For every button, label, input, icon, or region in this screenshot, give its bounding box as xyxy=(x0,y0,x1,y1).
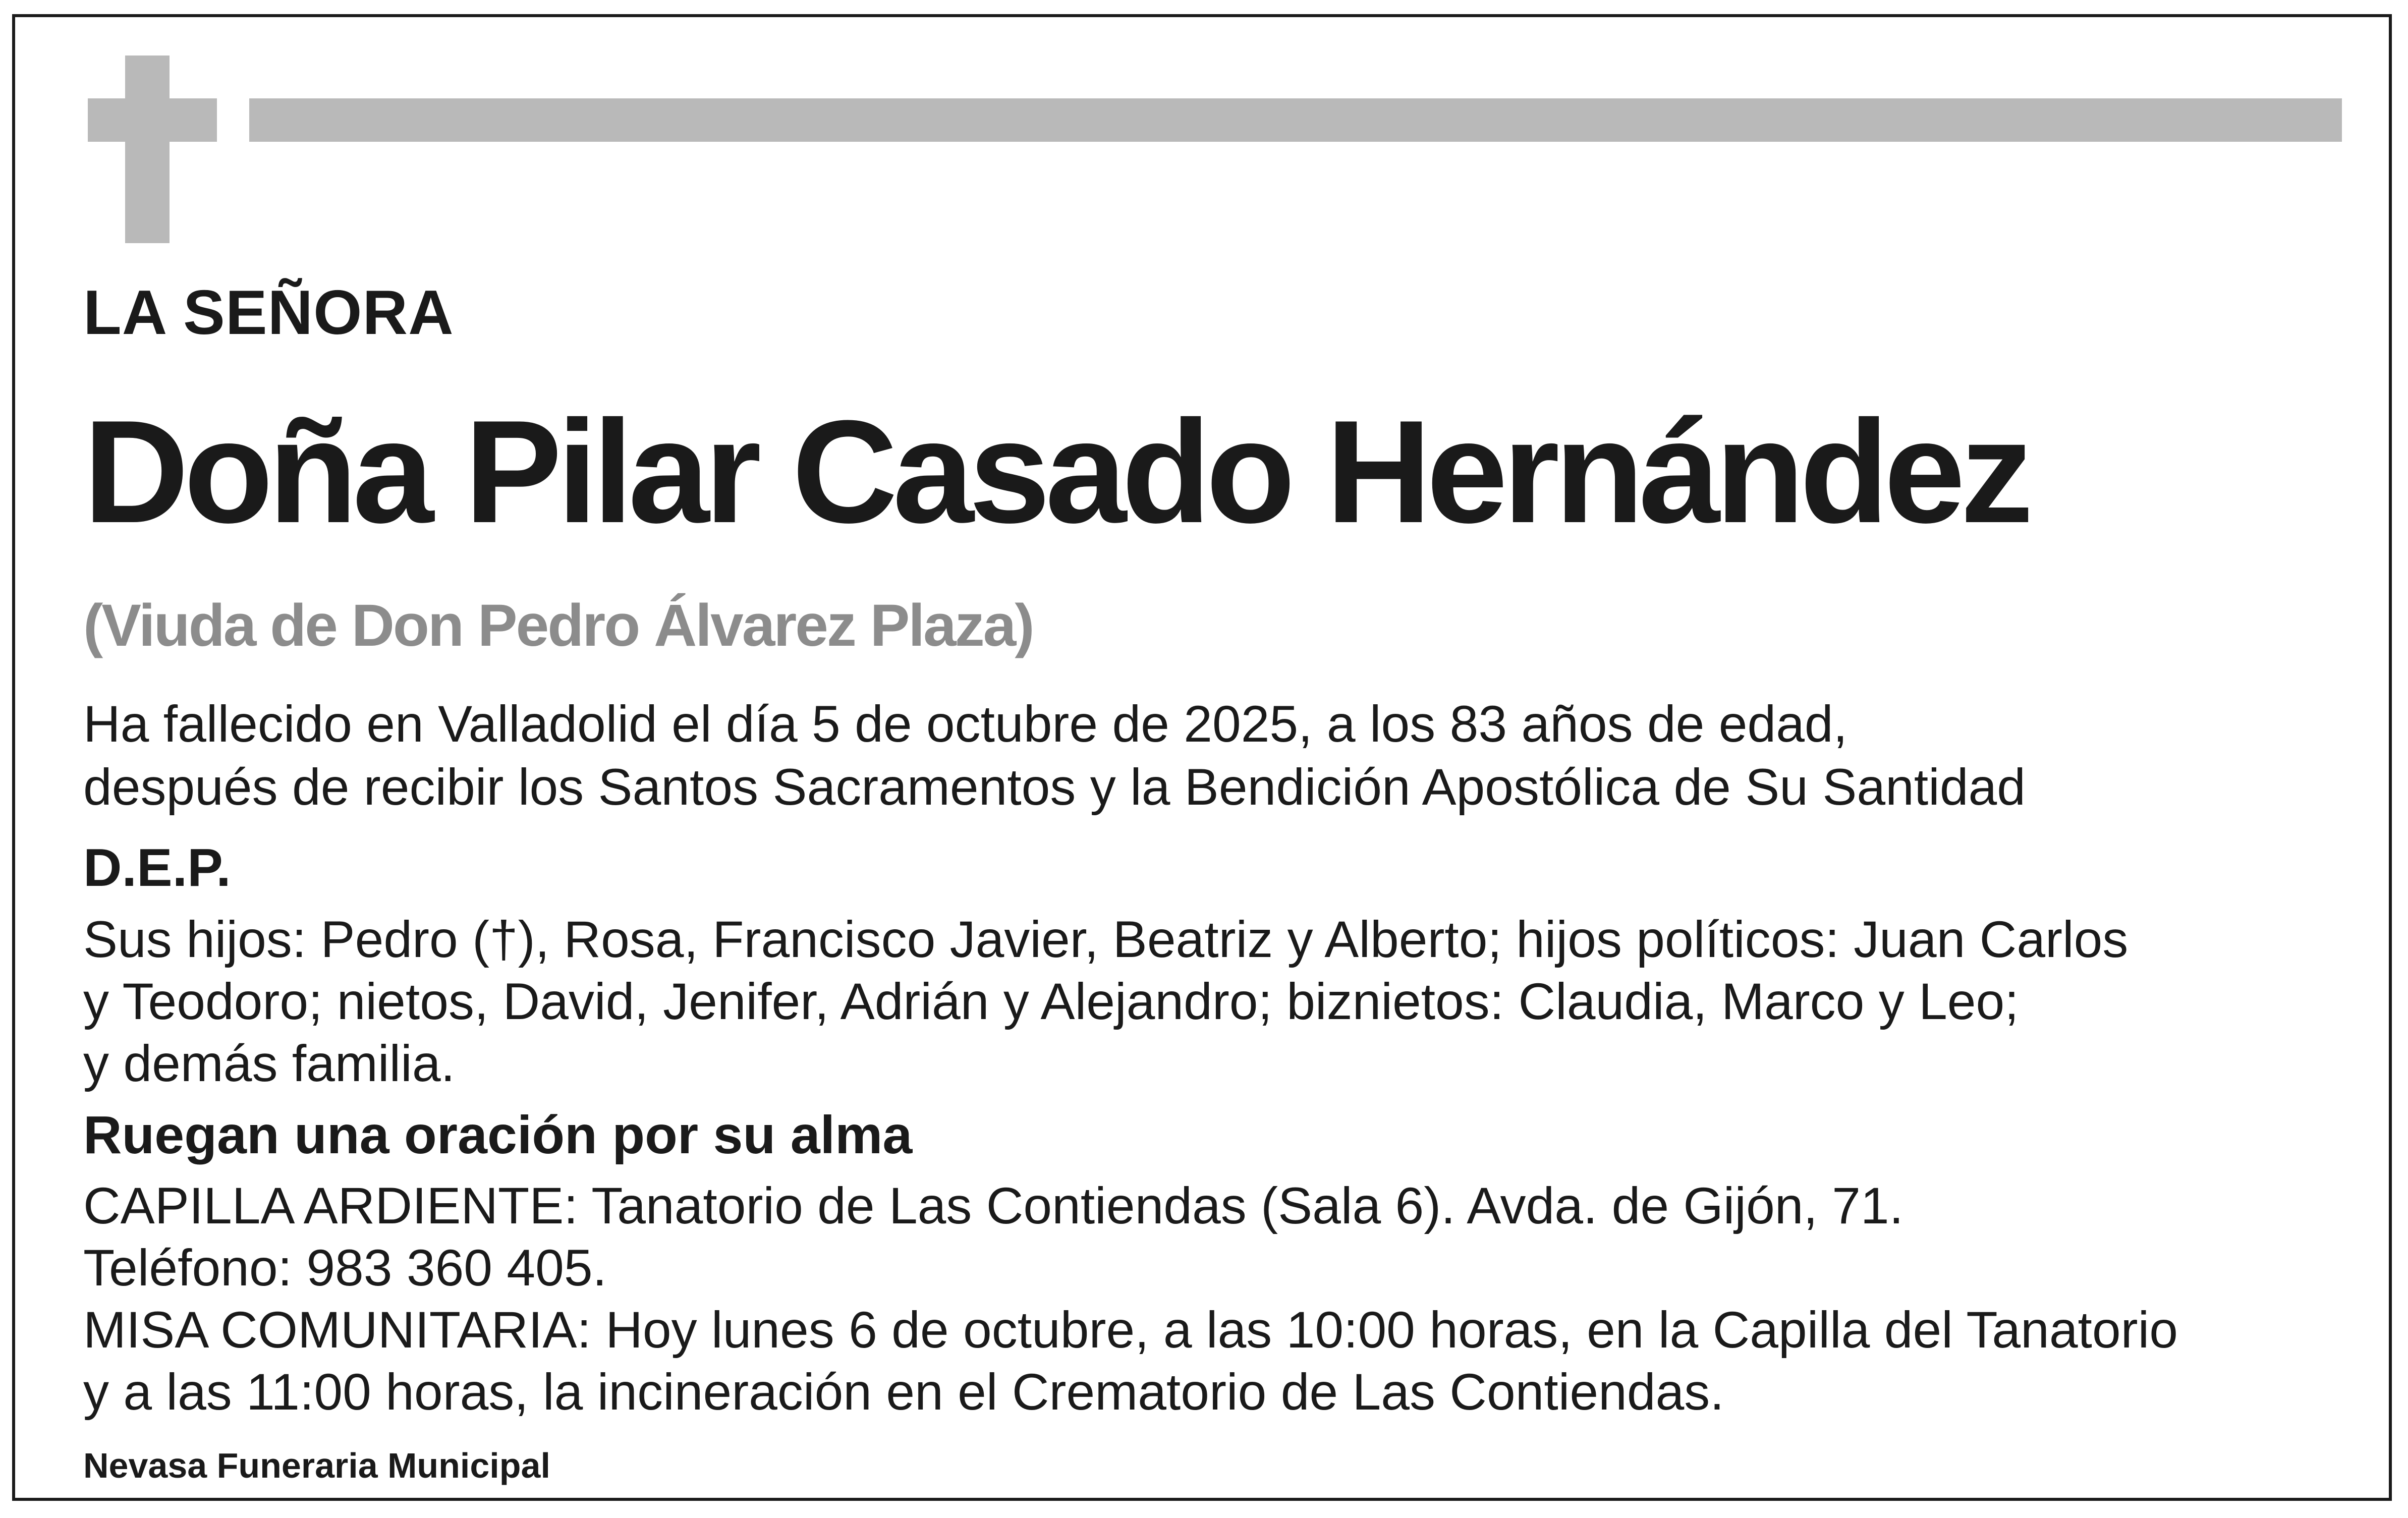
family-line-1: Sus hijos: Pedro (†), Rosa, Francisco Javier, Beatriz y Alberto; hijos políticos: Juan Carlos xyxy=(83,911,2129,968)
family-line-2: y Teodoro; nietos, David, Jenifer, Adrián y Alejandro; biznietos: Claudia, Marco y Leo; xyxy=(83,973,2019,1030)
chapel-line-1: CAPILLA ARDIENTE: Tanatorio de Las Contiendas (Sala 6). Avda. de Gijón, 71. xyxy=(83,1177,1904,1234)
death-notice-line-1: Ha fallecido en Valladolid el día 5 de octubre de 2025, a los 83 años de edad, xyxy=(83,695,1847,753)
prayer-request: Ruegan una oración por su alma xyxy=(83,1105,913,1165)
chapel-phone: Teléfono: 983 360 405. xyxy=(83,1239,607,1297)
honorific: LA SEÑORA xyxy=(83,278,454,348)
mass-line-1: MISA COMUNITARIA: Hoy lunes 6 de octubre, a las 10:00 horas, en la Capilla del Tanatorio xyxy=(83,1301,2178,1359)
cross-horizontal-bar xyxy=(88,98,217,142)
header-rule xyxy=(249,98,2342,142)
rip-abbreviation: D.E.P. xyxy=(83,838,231,897)
deceased-name: Doña Pilar Casado Hernández xyxy=(83,390,2029,553)
mass-line-2: y a las 11:00 horas, la incineración en el Crematorio de Las Contiendas. xyxy=(83,1363,1724,1421)
family-line-3: y demás familia. xyxy=(83,1035,455,1092)
death-notice-line-2: después de recibir los Santos Sacramentos y la Bendición Apostólica de Su Santidad xyxy=(83,758,2026,816)
cross-vertical-bar xyxy=(125,55,170,243)
funeral-home: Nevasa Funeraria Municipal xyxy=(83,1446,550,1485)
widow-of: (Viuda de Don Pedro Álvarez Plaza) xyxy=(83,592,1033,659)
